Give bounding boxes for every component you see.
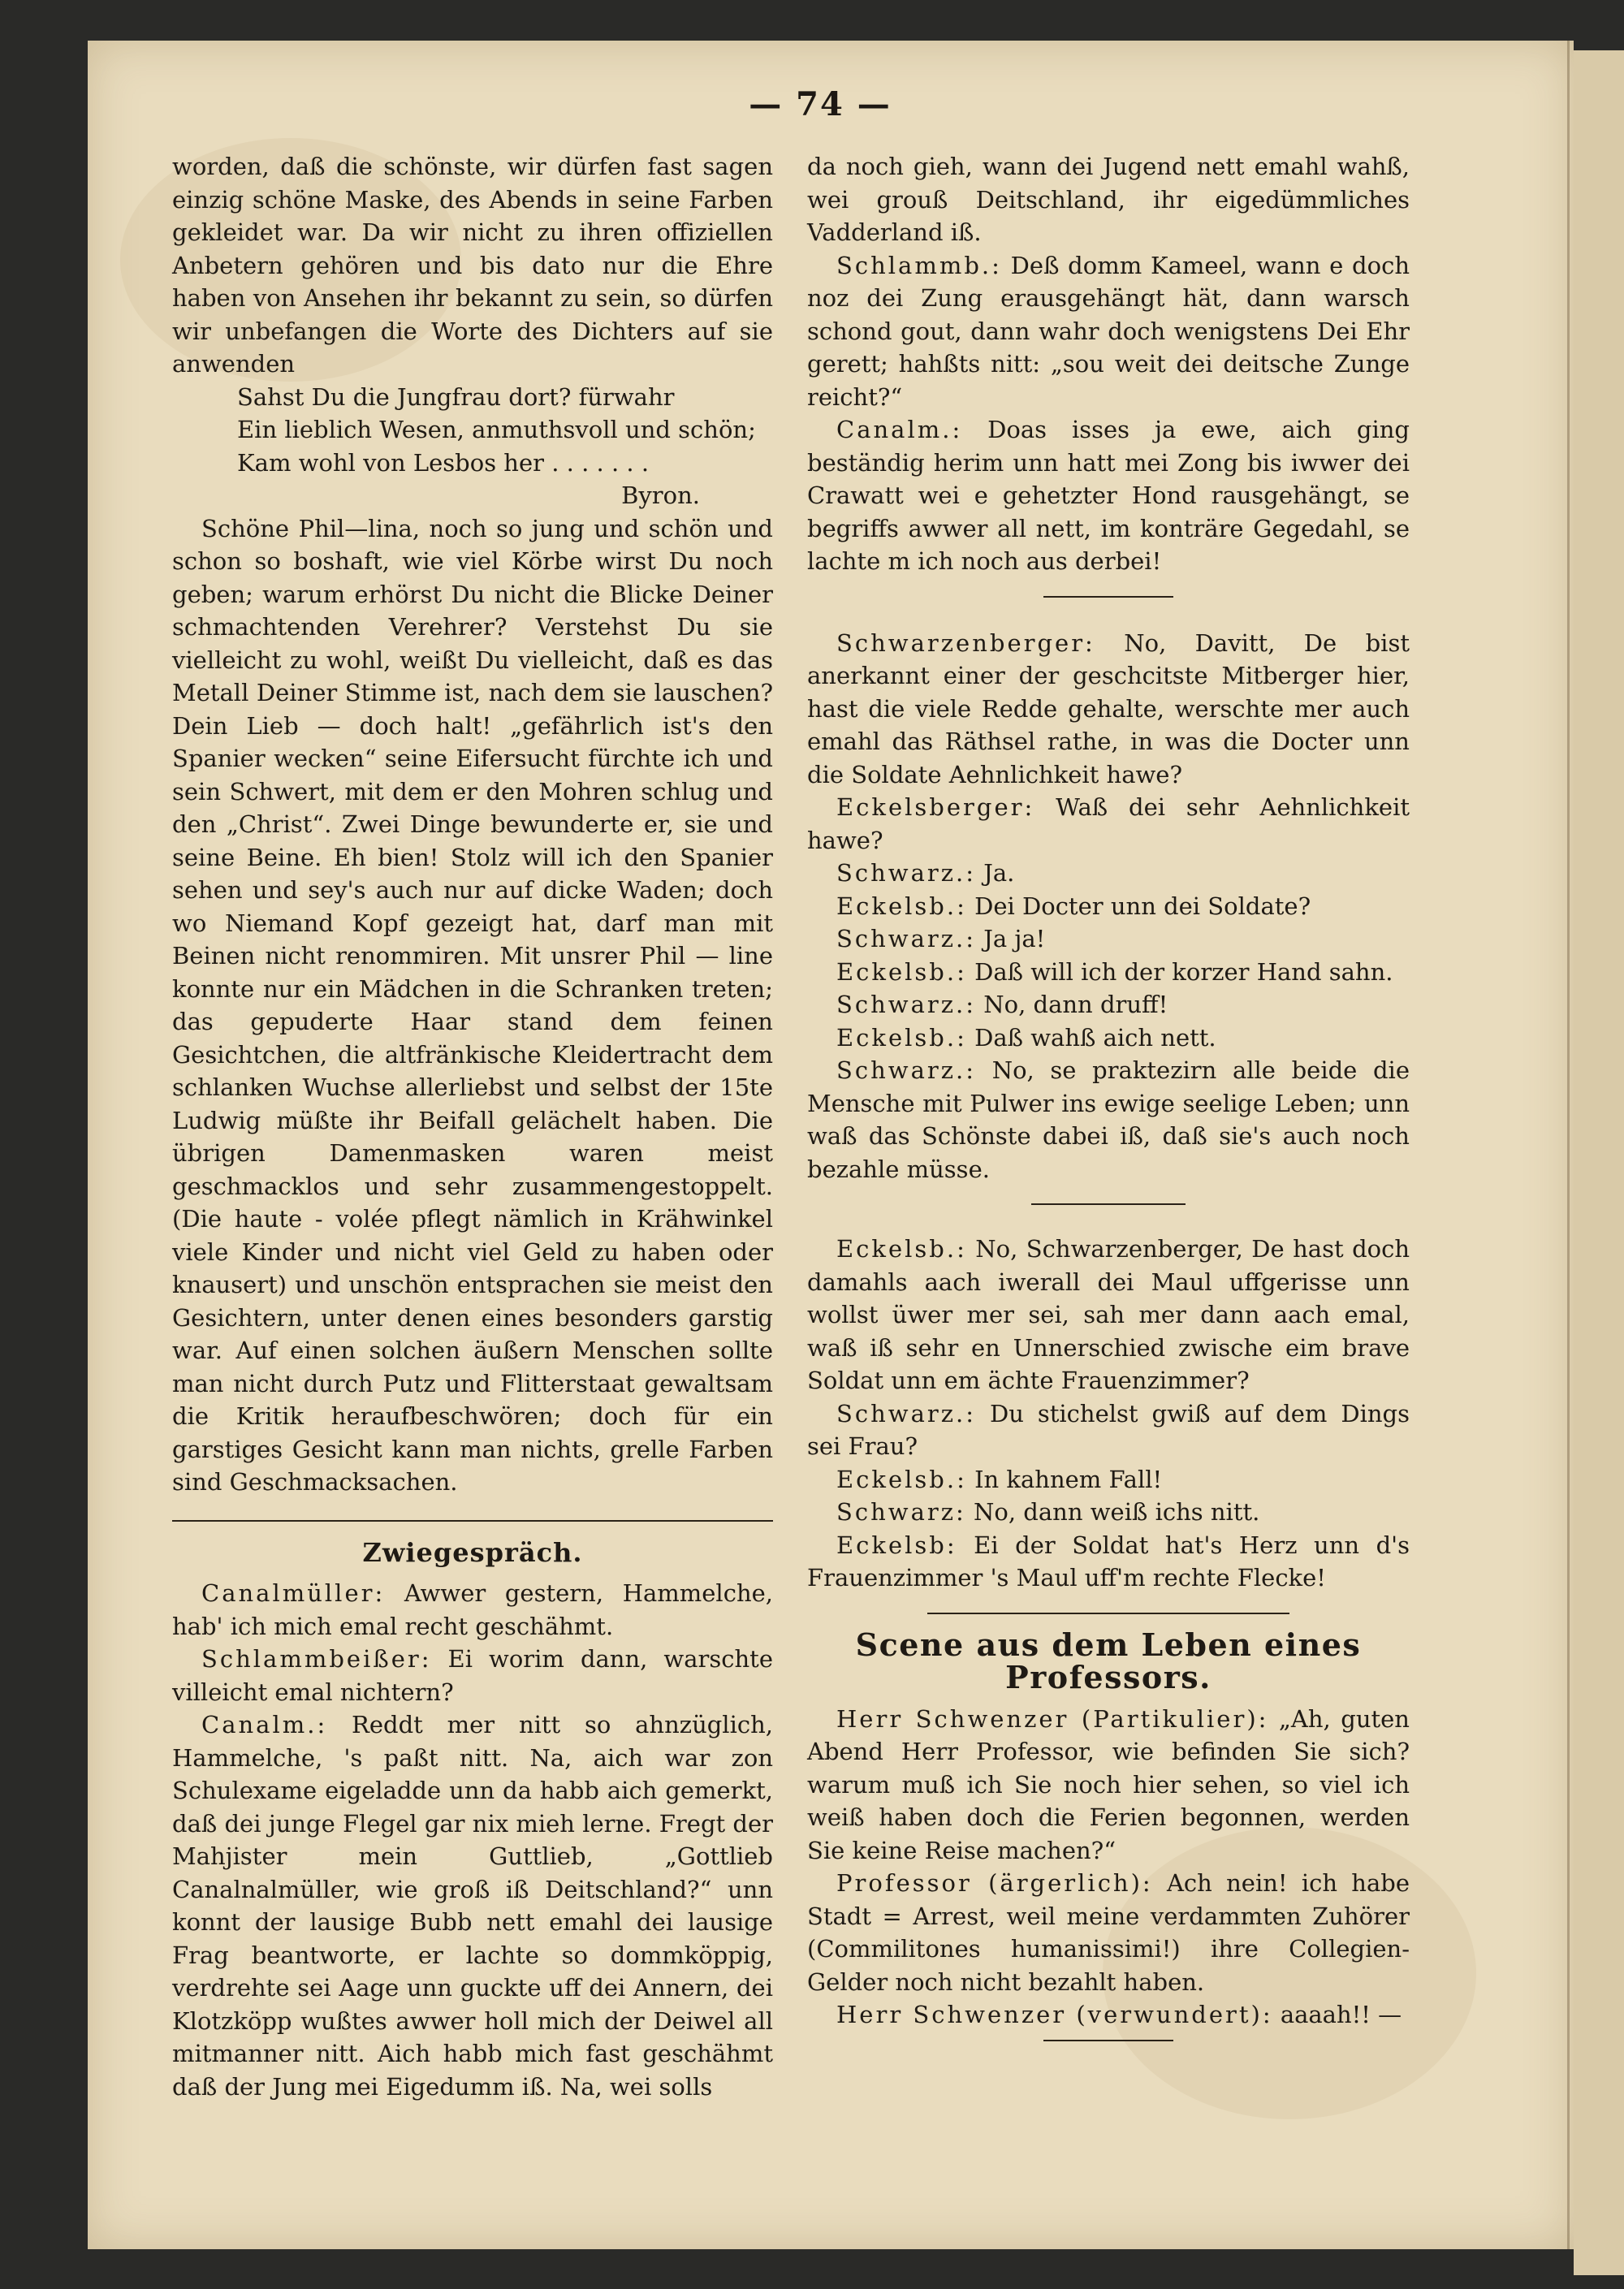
- intro-paragraph: worden, daß die schönste, wir dürfen fast sagen einzig schöne Maske, des Abends in seine Farben gekleidet war. Da wir nicht zu ihren offiziellen Anbetern gehören und bis dato nur die Ehre haben von Ansehen ihr bekannt zu sein, so dürfen wir unbefangen die Worte des Dichters auf sie anwenden: [172, 153, 773, 378]
- dialogue-text: Awwer gestern, Hammelche, hab' ich mich emal recht geschähmt.: [172, 1579, 774, 1640]
- dialogue-text: Ei der Soldat hat's Herz unn d's Frauenzimmer 's Maul uff'm rechte Flecke!: [807, 1531, 1410, 1592]
- dialogue-text: Ei worim dann, warschte villeicht emal nichtern?: [172, 1645, 773, 1706]
- dialogue-line: [172, 1708, 773, 2103]
- speaker-name: Eckelsb.:: [836, 1235, 967, 1263]
- end-divider: [1043, 2040, 1173, 2041]
- dialogue-line: [807, 988, 1410, 1021]
- dialogue-line: [807, 890, 1410, 923]
- speaker-name: Eckelsb.:: [836, 1023, 967, 1052]
- dialogue-line: [807, 791, 1410, 857]
- speaker-name: Schlammb.:: [836, 251, 1002, 279]
- speaker-name: Schwarz.:: [836, 925, 977, 952]
- continuation-paragraph: da noch gieh, wann dei Jugend nett emahl wahß, wei grouß Deitschland, ihr eigedümmliches Vadderland iß.: [807, 153, 1410, 246]
- dialogue-line: [172, 1577, 773, 1643]
- dialogue-line: [807, 956, 1410, 989]
- poem-line: Sahst Du die Jungfrau dort? fürwahr: [237, 382, 675, 411]
- dialogue-text: „Ah, guten Abend Herr Professor, wie befinden Sie sich? warum muß ich Sie noch hier sehen, so viel ich weiß haben doch die Ferien begonnen, werden Sie keine Reise machen?“: [807, 1704, 1410, 1864]
- dialogue-line: [172, 1643, 773, 1708]
- dialogue-text: Ach nein! ich habe Stadt = Arrest, weil meine verdammten Zuhörer (Commilitones humanissimi!) ihre Collegien-Gelder noch nicht bezahlt haben.: [807, 1869, 1410, 1996]
- dialogue-text: Doas isses ja ewe, aich ging beständig herim unn hatt mei Zong bis iwwer dei Crawatt wei e gehetzter Hond rausgehängt, se begriffs awwer all nett, im konträre Gegedahl, se lachte m ich noch aus derbei!: [807, 416, 1410, 575]
- speaker-name: Canalmüller:: [201, 1579, 386, 1607]
- section-divider: [172, 1520, 773, 1522]
- dialogue-line: [807, 627, 1410, 792]
- speaker-name: Eckelsb.:: [836, 1465, 967, 1493]
- short-divider: [1031, 1203, 1186, 1205]
- dialogue-title: Zwiegespräch.: [362, 1536, 583, 1568]
- dialogue-text: No, dann weiß ichs nitt.: [974, 1498, 1260, 1526]
- dialogue-text: Reddt mer nitt so ahnzüglich, Hammelche, 's paßt nitt. Na, aich war zon Schulexame eigeladde unn da habb aich gemerkt, daß dei junge Flegel gar nix mieh lerne. Fregt der Mahjister mein Guttlieb, „Gottlieb Canalnalmüller, wie groß iß Deitschland?“ unn konnt der lausige Bubb nett emahl dei lausige Frag beantworte, er lachte so dommköppig, verdrehte sei Aage unn guckte uff dei Annern, dei Klotzköpp wußtes awwer holl mich der Deiwel all mitmanner nitt. Aich habb mich fast geschähmt daß der Jung mei Eigedumm iß. Na, wei solls: [172, 1711, 773, 2101]
- speaker-name: Schlammbeißer:: [201, 1645, 432, 1673]
- speaker-name: Schwarz.:: [836, 1399, 977, 1427]
- dialogue-text: aaaah!! —: [1280, 2001, 1402, 2028]
- dialogue-text: Ja ja!: [983, 925, 1046, 952]
- dialogue-line: [807, 1998, 1410, 2032]
- dialogue-line: [807, 1529, 1410, 1595]
- dialogue-text: Deß domm Kameel, wann e doch noz dei Zung erausgehängt hät, dann warsch schond gout, dann wahr doch wenigstens Dei Ehr gerett; hahßts nitt: „sou weit dei deitsche Zunge reicht?“: [807, 251, 1410, 411]
- poem: [172, 381, 773, 480]
- facing-page-edge: [1574, 50, 1624, 2275]
- dialogue-line: [807, 857, 1410, 890]
- section-divider: [927, 1613, 1289, 1614]
- speaker-name: Canalm.:: [836, 416, 963, 443]
- speaker-name: Eckelsberger:: [836, 793, 1035, 821]
- speaker-name: Professor (ärgerlich):: [836, 1869, 1153, 1897]
- speaker-name: Eckelsb:: [836, 1531, 957, 1559]
- short-divider: [1043, 596, 1173, 598]
- dialogue-line: [807, 249, 1410, 414]
- dialogue-text: Waß dei sehr Aehnlichkeit hawe?: [807, 793, 1410, 854]
- main-paragraph: Schöne Phil—lina, noch so jung und schön und schon so boshaft, wie viel Körbe wirst Du noch geben; warum erhörst Du nicht die Blicke Deiner schmachtenden Verehrer? Verstehst Du sie vielleicht zu wohl, weißt Du vielleicht, daß es das Metall Deiner Stimme ist, nach dem sie lauschen? Dein Lieb — doch halt! „gefährlich ist's den Spanier wecken“ seine Eifersucht fürchte ich und sein Schwert, mit dem er den Mohren schlug und den „Christ“. Zwei Dinge bewunderte er, sie und seine Beine. Eh bien! Stolz will ich den Spanier sehen und sey's auch nur auf dicke Waden; doch wo Niemand Kopf gezeigt hat, darf man mit Beinen nicht renommiren. Mit unsrer Phil — line konnte nur ein Mädchen in die Schranken treten; das gepuderte Haar stand dem feinen Gesichtchen, die altfränkische Kleidertracht dem schlanken Wuchse allerliebst und selbst der 15te Ludwig müßte ihr Beifall gelächelt haben. Die übrigen Damenmasken waren meist geschmacklos und sehr zusammengestoppelt. (Die haute - volée pflegt nämlich in Krähwinkel viele Kinder und nicht viel Geld zu haben oder knausert) und unschön entsprachen sie meist den Gesichtern, unter denen eines besonders garstig war. Auf einen solchen äußern Menschen sollte man nicht durch Putz und Flitterstaat gewaltsam die Kritik heraufbeschwören; doch für ein garstiges Gesicht kann man nichts, grelle Farben sind Geschmacksachen.: [172, 514, 773, 1496]
- dialogue-line: [807, 1233, 1410, 1397]
- speaker-name: Schwarz.:: [836, 991, 977, 1018]
- speaker-name: Eckelsb.:: [836, 957, 967, 986]
- speaker-name: Canalm.:: [201, 1711, 328, 1738]
- page-number: — 74 —: [749, 85, 892, 123]
- speaker-name: Herr Schwenzer (Partikulier):: [836, 1704, 1269, 1733]
- scene-title: Scene aus dem Leben eines Professors.: [855, 1626, 1362, 1695]
- poem-line: Kam wohl von Lesbos her . . . . . . .: [237, 448, 650, 477]
- dialogue-line: [807, 1496, 1410, 1529]
- dialogue-text: No, Schwarzenberger, De hast doch damahls aach iwerall dei Maul uffgerisse unn wollst üwer mer sei, sah mer dann aach emal, waß iß sehr en Unnerschied zwische eim brave Soldat unn em ächte Frauenzimmer?: [807, 1235, 1410, 1394]
- dialogue-text: Du stichelst gwiß auf dem Dings sei Frau?: [807, 1399, 1410, 1460]
- speaker-name: Schwarzenberger:: [836, 628, 1095, 657]
- dialogue-text: No, dann druff!: [983, 991, 1168, 1018]
- dialogue-text: No, se praktezirn alle beide die Mensche mit Pulwer ins ewige seelige Leben; unn waß das Schönste dabei iß, daß sie's auch noch bezahle müsse.: [807, 1056, 1410, 1183]
- dialogue-text: Daß wahß aich nett.: [974, 1023, 1216, 1052]
- dialogue-line: [807, 1867, 1410, 1998]
- dialogue-line: [807, 413, 1410, 578]
- page-fold: [1567, 41, 1570, 2249]
- speaker-name: Herr Schwenzer (verwundert):: [836, 2001, 1273, 2028]
- dialogue-text: Dei Docter unn dei Soldate?: [974, 892, 1311, 920]
- dialogue-line: [807, 1397, 1410, 1463]
- poem-attribution: Byron.: [621, 482, 700, 509]
- dialogue-text: Ja.: [983, 859, 1015, 887]
- dialogue-text: In kahnem Fall!: [974, 1465, 1163, 1493]
- dialogue-line: [807, 1463, 1410, 1496]
- right-column: [807, 150, 1410, 2054]
- dialogue-text: Daß will ich der korzer Hand sahn.: [974, 957, 1393, 986]
- dialogue-line: [807, 1054, 1410, 1186]
- speaker-name: Schwarz:: [836, 1498, 966, 1526]
- left-column: [172, 150, 773, 2103]
- dialogue-line: [807, 1021, 1410, 1055]
- dialogue-line: [807, 1703, 1410, 1868]
- poem-line: Ein lieblich Wesen, anmuthsvoll und schön;: [237, 416, 756, 443]
- speaker-name: Schwarz.:: [836, 859, 977, 887]
- speaker-name: Schwarz.:: [836, 1056, 977, 1084]
- speaker-name: Eckelsb.:: [836, 892, 967, 920]
- dialogue-line: [807, 922, 1410, 956]
- dialogue-text: No, Davitt, De bist anerkannt einer der geschcitste Mitberger hier, hast die viele Redde gehalte, werschte mer auch emahl das Räthsel rathe, in was die Docter unn die Soldate Aehnlichkeit hawe?: [807, 628, 1410, 788]
